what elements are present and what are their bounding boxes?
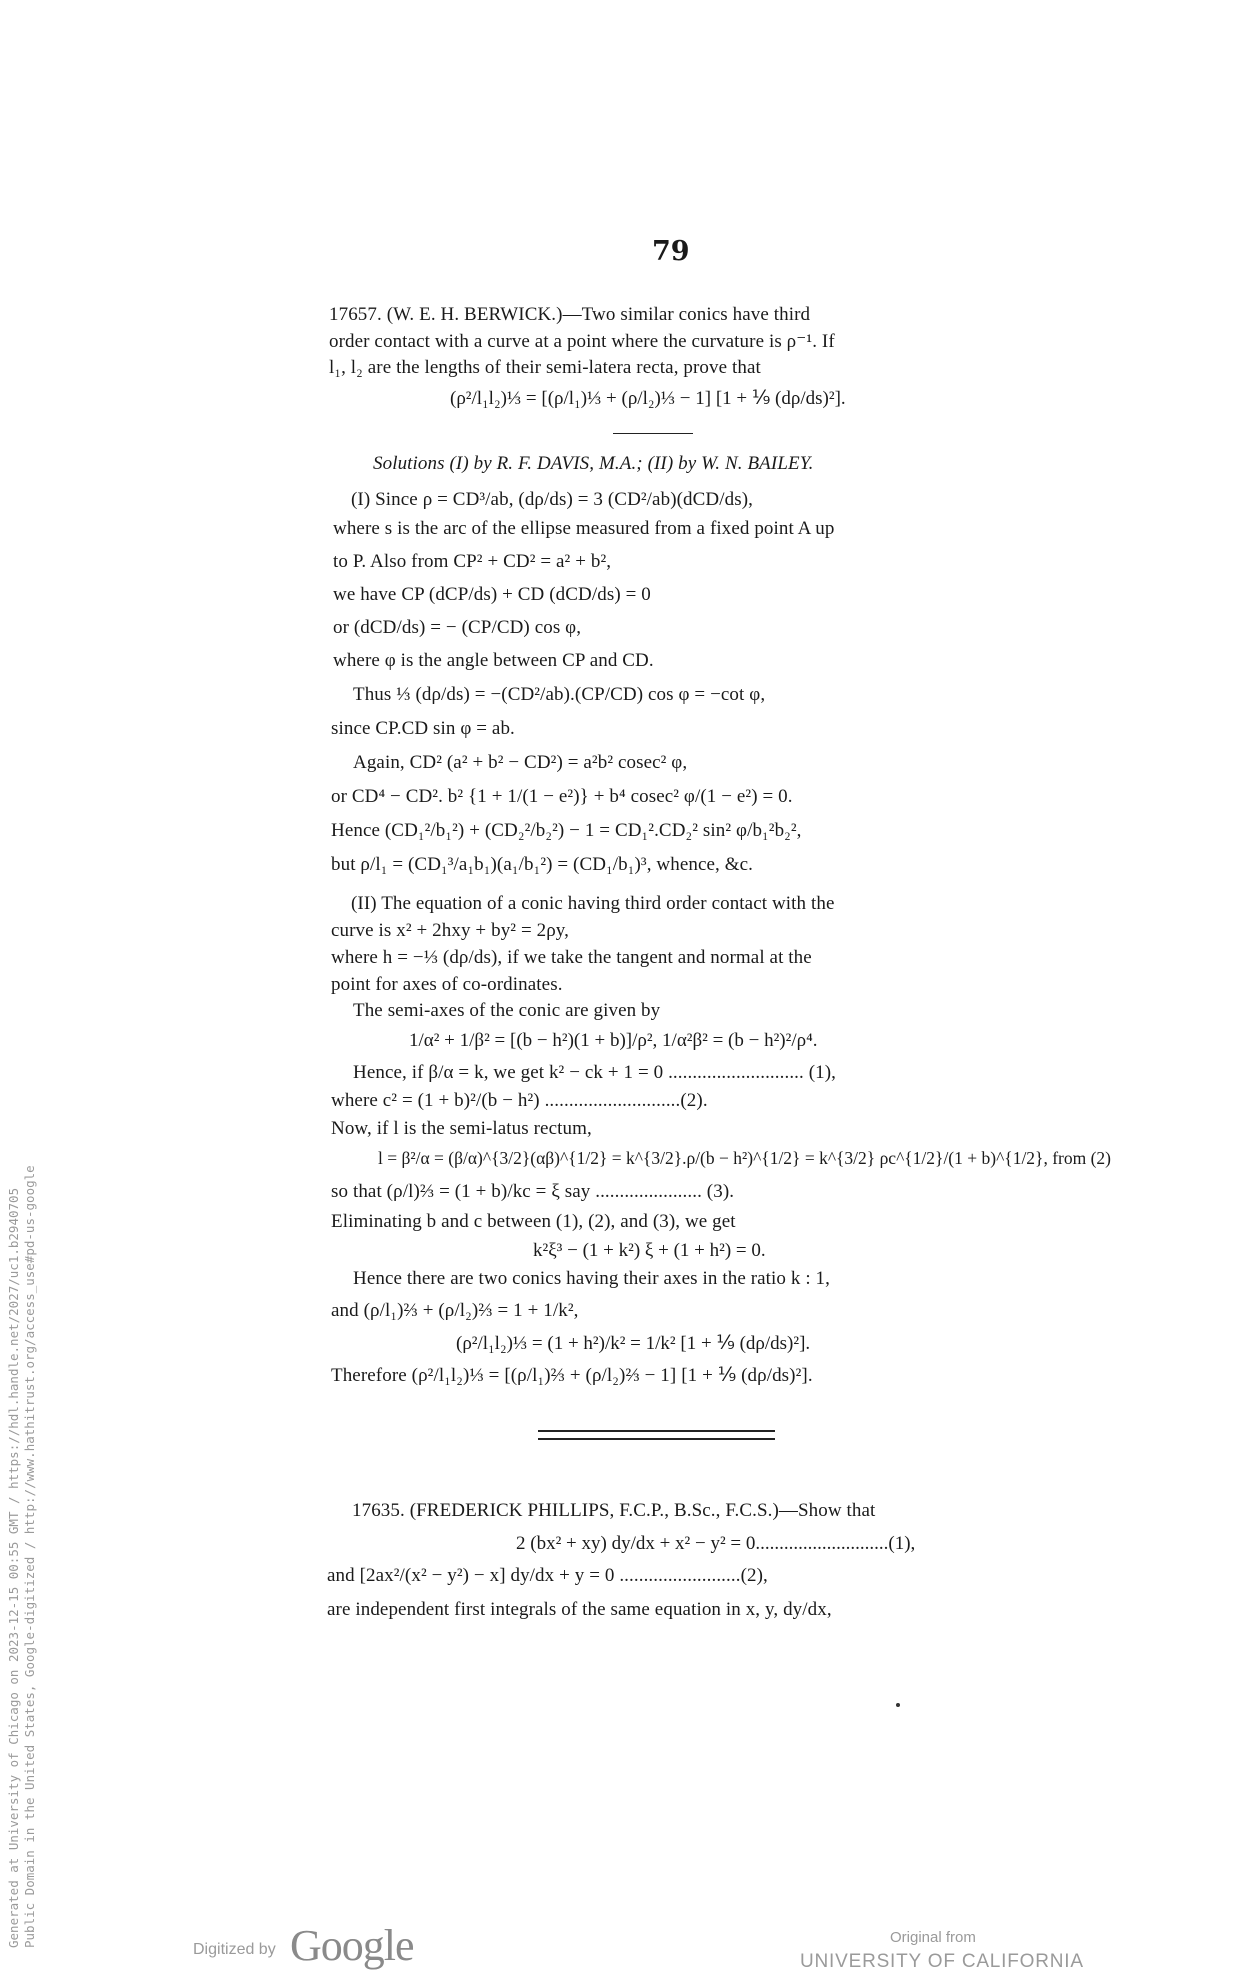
google-logo: Google [290,1921,414,1970]
institution-label: UNIVERSITY OF CALIFORNIA [800,1951,1084,1972]
double-rule-top [538,1430,775,1432]
solution-1-line-3: to P. Also from CP² + CD² = a² + b², [333,551,612,572]
margin-watermark-line-2: Public Domain in the United States, Google-digitized / http://www.hathitrust.org/access_use#pd-us-google [22,1165,37,1948]
digitized-by-label: Digitized by [193,1941,276,1958]
original-from-label: Original from [890,1929,976,1946]
problem-17635-equation-1: 2 (bx² + xy) dy/dx + x² − y² = 0............................(1), [516,1533,916,1554]
solution-2-cubic-equation: k²ξ³ − (1 + k²) ξ + (1 + h²) = 0. [533,1240,766,1261]
solutions-heading: Solutions (I) by R. F. DAVIS, M.A.; (II) by W. N. BAILEY. [373,453,814,474]
solution-2-line-2: curve is x² + 2hxy + by² = 2ρy, [331,920,570,941]
margin-watermark-line-1: Generated at University of Chicago on 2023-12-15 00:55 GMT / https://hdl.handle.net/2027/uc1.b2940705 [6,1187,21,1948]
problem-17657-line-1: 17657. (W. E. H. BERWICK.)—Two similar conics have third [329,304,811,325]
problem-17657-equation: (ρ²/l₁l₂)⅓ = [(ρ/l₁)⅓ + (ρ/l₂)⅓ − 1] [1 + ⅑ (dρ/ds)²]. [450,388,846,409]
double-rule-bottom [538,1438,775,1440]
problem-17635-line-1: 17635. (FREDERICK PHILLIPS, F.C.P., B.Sc., F.C.S.)—Show that [352,1500,876,1521]
ink-speck [896,1703,900,1707]
solution-1-line-12: but ρ/l₁ = (CD₁³/a₁b₁)(a₁/b₁²) = (CD₁/b₁)³, whence, &c. [331,854,754,875]
solution-2-product-equation: (ρ²/l₁l₂)⅓ = (1 + h²)/k² = 1/k² [1 + ⅑ (dρ/ds)²]. [456,1333,811,1354]
problem-17657-line-2: order contact with a curve at a point where the curvature is ρ⁻¹. If [329,331,835,352]
solution-2-line-12: Eliminating b and c between (1), (2), and (3), we get [331,1211,736,1232]
solution-2-line-1: (II) The equation of a conic having third order contact with the [351,893,835,914]
solution-1-line-6: where φ is the angle between CP and CD. [333,650,654,671]
solution-2-line-14: Hence there are two conics having their axes in the ratio k : 1, [353,1268,831,1289]
solution-1-line-10: or CD⁴ − CD². b² {1 + 1/(1 − e²)} + b⁴ cosec² φ/(1 − e²) = 0. [331,786,793,807]
solution-2-conclusion: Therefore (ρ²/l₁l₂)⅓ = [(ρ/l₁)⅔ + (ρ/l₂)⅔ − 1] [1 + ⅑ (dρ/ds)²]. [331,1365,813,1386]
solution-2-line-4: point for axes of co-ordinates. [331,974,563,995]
solution-1-line-4: we have CP (dCP/ds) + CD (dCD/ds) = 0 [333,584,651,605]
solution-2-line-5: The semi-axes of the conic are given by [353,1000,661,1021]
solution-2-line-9: Now, if l is the semi-latus rectum, [331,1118,592,1139]
solution-1-line-5: or (dCD/ds) = − (CP/CD) cos φ, [333,617,582,638]
problem-17657-line-3: l₁, l₂ are the lengths of their semi-latera recta, prove that [329,357,761,378]
section-divider-short [613,433,693,434]
solution-2-line-3: where h = −⅓ (dρ/ds), if we take the tangent and normal at the [331,947,812,968]
solution-2-semi-axes-equation: 1/α² + 1/β² = [(b − h²)(1 + b)]/ρ², 1/α²β² = (b − h²)²/ρ⁴. [409,1030,818,1051]
solution-2-latus-rectum-equation: l = β²/α = (β/α)^{3/2}(αβ)^{1/2} = k^{3/2}.ρ/(b − h²)^{1/2} = k^{3/2} ρc^{1/2}/(1 + b)^{1/2}, from (2) [378,1148,1112,1168]
solution-1-line-9: Again, CD² (a² + b² − CD²) = a²b² cosec² φ, [353,752,688,773]
solution-2-line-11: so that (ρ/l)⅔ = (1 + b)/kc = ξ say ...................... (3). [331,1181,735,1202]
solution-2-line-7: Hence, if β/α = k, we get k² − ck + 1 = 0 ............................ (1), [353,1062,837,1083]
solution-1-line-11: Hence (CD₁²/b₁²) + (CD₂²/b₂²) − 1 = CD₁².CD₂² sin² φ/b₁²b₂², [331,820,802,841]
solution-1-line-8: since CP.CD sin φ = ab. [331,718,515,739]
problem-17635-line-4: are independent first integrals of the same equation in x, y, dy/dx, [327,1599,832,1620]
solution-1-line-7: Thus ⅓ (dρ/ds) = −(CD²/ab).(CP/CD) cos φ = −cot φ, [353,684,766,705]
solution-2-line-8: where c² = (1 + b)²/(b − h²) ............................(2). [331,1090,708,1111]
solution-2-line-15: and (ρ/l₁)⅔ + (ρ/l₂)⅔ = 1 + 1/k², [331,1300,579,1321]
problem-17635-line-3: and [2ax²/(x² − y²) − x] dy/dx + y = 0 .........................(2), [327,1565,768,1586]
solution-1-line-1: (I) Since ρ = CD³/ab, (dρ/ds) = 3 (CD²/ab)(dCD/ds), [351,489,753,510]
solution-1-line-2: where s is the arc of the ellipse measured from a fixed point A up [333,518,835,539]
page-number: 79 [652,236,690,267]
